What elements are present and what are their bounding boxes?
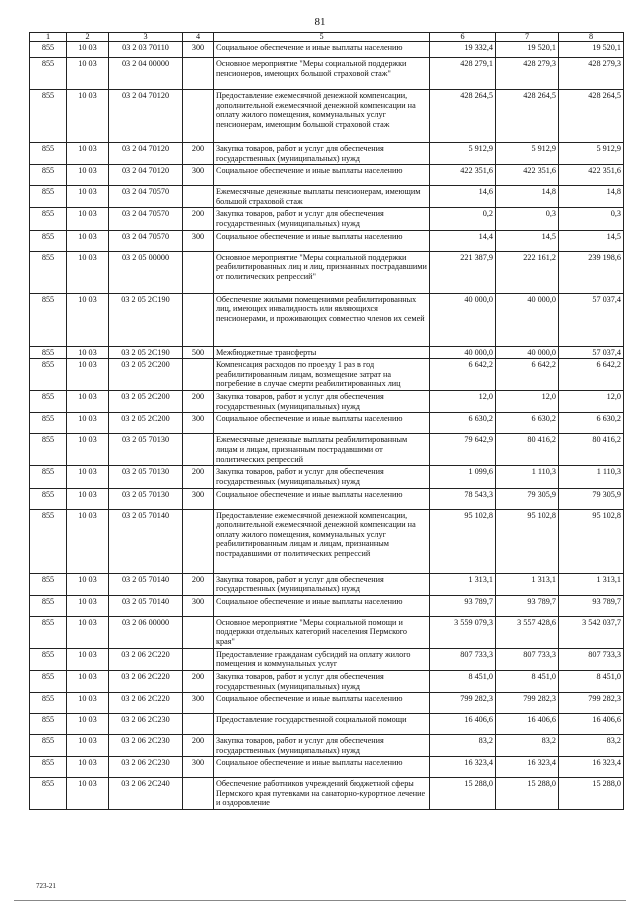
cell-amount-col8: 15 288,0	[559, 778, 624, 810]
cell-item-name: Межбюджетные трансферты	[214, 346, 430, 359]
cell-target-code: 03 2 05 00000	[109, 251, 183, 293]
cell-expense-type	[183, 90, 214, 143]
table-row	[30, 616, 624, 648]
cell-ministry-code: 855	[30, 488, 67, 509]
table-row	[30, 595, 624, 616]
cell-amount-col8: 6 642,2	[559, 359, 624, 391]
cell-expense-type	[183, 186, 214, 208]
cell-item-name: Закупка товаров, работ и услуг для обеспечения государственных (муниципальных) нужд	[214, 670, 430, 692]
cell-target-code: 03 2 04 70120	[109, 143, 183, 165]
cell-amount-col7: 95 102,8	[496, 509, 559, 573]
table-row	[30, 509, 624, 573]
cell-item-name: Основное мероприятие "Меры социальной помощи и поддержки отдельных категорий населения Пермского края"	[214, 616, 430, 648]
cell-item-name: Социальное обеспечение и иные выплаты населению	[214, 413, 430, 434]
cell-item-name: Ежемесячные денежные выплаты реабилитированным лицам и лицам, признанным пострадавшими от политических репрессий	[214, 434, 430, 466]
cell-ministry-code: 855	[30, 293, 67, 346]
cell-section-code: 10 03	[67, 58, 109, 90]
cell-expense-type: 300	[183, 693, 214, 714]
column-header: 5	[214, 33, 430, 42]
cell-amount-col7: 428 264,5	[496, 90, 559, 143]
cell-amount-col7: 222 161,2	[496, 251, 559, 293]
cell-item-name: Закупка товаров, работ и услуг для обеспечения государственных (муниципальных) нужд	[214, 735, 430, 757]
table-row	[30, 208, 624, 230]
cell-ministry-code: 855	[30, 90, 67, 143]
cell-ministry-code: 855	[30, 648, 67, 670]
cell-amount-col7: 8 451,0	[496, 670, 559, 692]
cell-amount-col8: 79 305,9	[559, 488, 624, 509]
table-row	[30, 391, 624, 413]
cell-ministry-code: 855	[30, 208, 67, 230]
cell-item-name: Закупка товаров, работ и услуг для обеспечения государственных (муниципальных) нужд	[214, 466, 430, 488]
cell-section-code: 10 03	[67, 208, 109, 230]
cell-item-name: Обеспечение работников учреждений бюджетной сферы Пермского края путевками на санаторно-курортное лечение и оздоровление	[214, 778, 430, 810]
cell-item-name: Основное мероприятие "Меры социальной поддержки пенсионеров, имеющих большой страховой стаж"	[214, 58, 430, 90]
cell-item-name: Предоставление гражданам субсидий на оплату жилого помещения и коммунальных услуг	[214, 648, 430, 670]
cell-amount-col8: 0,3	[559, 208, 624, 230]
cell-amount-col7: 14,5	[496, 230, 559, 251]
cell-section-code: 10 03	[67, 90, 109, 143]
table-row	[30, 359, 624, 391]
cell-amount-col7: 12,0	[496, 391, 559, 413]
cell-target-code: 03 2 05 2С190	[109, 293, 183, 346]
cell-section-code: 10 03	[67, 391, 109, 413]
cell-amount-col6: 5 912,9	[430, 143, 496, 165]
cell-amount-col8: 807 733,3	[559, 648, 624, 670]
cell-section-code: 10 03	[67, 165, 109, 186]
cell-amount-col6: 40 000,0	[430, 293, 496, 346]
table-row	[30, 735, 624, 757]
cell-amount-col6: 14,4	[430, 230, 496, 251]
cell-section-code: 10 03	[67, 434, 109, 466]
cell-amount-col8: 8 451,0	[559, 670, 624, 692]
cell-amount-col7: 807 733,3	[496, 648, 559, 670]
cell-target-code: 03 2 05 70130	[109, 434, 183, 466]
cell-amount-col7: 40 000,0	[496, 293, 559, 346]
cell-amount-col8: 57 037,4	[559, 346, 624, 359]
cell-ministry-code: 855	[30, 186, 67, 208]
cell-amount-col7: 19 520,1	[496, 42, 559, 58]
cell-amount-col8: 6 630,2	[559, 413, 624, 434]
cell-item-name: Социальное обеспечение и иные выплаты населению	[214, 693, 430, 714]
cell-amount-col7: 15 288,0	[496, 778, 559, 810]
cell-expense-type: 200	[183, 391, 214, 413]
cell-amount-col7: 93 789,7	[496, 595, 559, 616]
cell-item-name: Закупка товаров, работ и услуг для обеспечения государственных (муниципальных) нужд	[214, 573, 430, 595]
cell-target-code: 03 2 04 70120	[109, 90, 183, 143]
cell-item-name: Закупка товаров, работ и услуг для обеспечения государственных (муниципальных) нужд	[214, 143, 430, 165]
cell-ministry-code: 855	[30, 714, 67, 735]
cell-target-code: 03 2 05 2С200	[109, 413, 183, 434]
cell-amount-col7: 80 416,2	[496, 434, 559, 466]
cell-target-code: 03 2 04 00000	[109, 58, 183, 90]
cell-target-code: 03 2 05 70140	[109, 595, 183, 616]
page-number: 81	[314, 16, 326, 28]
cell-item-name: Социальное обеспечение и иные выплаты населению	[214, 757, 430, 778]
cell-target-code: 03 2 06 2С230	[109, 735, 183, 757]
cell-item-name: Обеспечение жилыми помещениями реабилитированных лиц, имеющих инвалидность или являющихся пенсионерами, и проживающих совместно членов их семей	[214, 293, 430, 346]
cell-amount-col7: 422 351,6	[496, 165, 559, 186]
cell-ministry-code: 855	[30, 778, 67, 810]
cell-amount-col6: 16 406,6	[430, 714, 496, 735]
cell-target-code: 03 2 06 2С230	[109, 757, 183, 778]
column-header: 4	[183, 33, 214, 42]
cell-expense-type	[183, 434, 214, 466]
cell-section-code: 10 03	[67, 670, 109, 692]
cell-ministry-code: 855	[30, 466, 67, 488]
cell-expense-type: 300	[183, 413, 214, 434]
cell-target-code: 03 2 05 70140	[109, 573, 183, 595]
cell-amount-col8: 80 416,2	[559, 434, 624, 466]
cell-expense-type	[183, 251, 214, 293]
table-row	[30, 573, 624, 595]
page-bottom-rule	[14, 900, 626, 901]
cell-amount-col7: 79 305,9	[496, 488, 559, 509]
cell-amount-col6: 16 323,4	[430, 757, 496, 778]
cell-section-code: 10 03	[67, 251, 109, 293]
cell-target-code: 03 2 06 00000	[109, 616, 183, 648]
cell-amount-col8: 14,5	[559, 230, 624, 251]
cell-amount-col8: 3 542 037,7	[559, 616, 624, 648]
cell-target-code: 03 2 06 2С240	[109, 778, 183, 810]
cell-ministry-code: 855	[30, 616, 67, 648]
cell-amount-col6: 428 279,1	[430, 58, 496, 90]
table-row	[30, 346, 624, 359]
cell-target-code: 03 2 05 70130	[109, 466, 183, 488]
cell-target-code: 03 2 04 70570	[109, 208, 183, 230]
cell-amount-col8: 95 102,8	[559, 509, 624, 573]
cell-expense-type: 300	[183, 230, 214, 251]
cell-item-name: Основное мероприятие "Меры социальной поддержки реабилитированных лиц и лиц, признанных пострадавшими от политических репрессий"	[214, 251, 430, 293]
cell-expense-type	[183, 293, 214, 346]
cell-section-code: 10 03	[67, 735, 109, 757]
cell-expense-type: 200	[183, 573, 214, 595]
column-header: 3	[109, 33, 183, 42]
cell-expense-type: 200	[183, 143, 214, 165]
cell-target-code: 03 2 06 2С220	[109, 648, 183, 670]
cell-target-code: 03 2 04 70570	[109, 230, 183, 251]
cell-expense-type	[183, 509, 214, 573]
cell-ministry-code: 855	[30, 346, 67, 359]
cell-amount-col6: 15 288,0	[430, 778, 496, 810]
cell-section-code: 10 03	[67, 714, 109, 735]
table-row	[30, 251, 624, 293]
cell-expense-type: 200	[183, 735, 214, 757]
table-row	[30, 693, 624, 714]
cell-section-code: 10 03	[67, 230, 109, 251]
cell-amount-col8: 19 520,1	[559, 42, 624, 58]
cell-amount-col7: 16 323,4	[496, 757, 559, 778]
table-header-row	[30, 33, 624, 42]
cell-amount-col7: 83,2	[496, 735, 559, 757]
footer-code: 723-21	[36, 882, 56, 890]
cell-ministry-code: 855	[30, 434, 67, 466]
cell-ministry-code: 855	[30, 251, 67, 293]
cell-ministry-code: 855	[30, 359, 67, 391]
cell-section-code: 10 03	[67, 616, 109, 648]
cell-amount-col6: 78 543,3	[430, 488, 496, 509]
table-row	[30, 186, 624, 208]
table-row	[30, 90, 624, 143]
cell-amount-col7: 1 110,3	[496, 466, 559, 488]
cell-amount-col6: 8 451,0	[430, 670, 496, 692]
cell-section-code: 10 03	[67, 346, 109, 359]
cell-amount-col6: 6 642,2	[430, 359, 496, 391]
cell-target-code: 03 2 06 2С220	[109, 693, 183, 714]
cell-ministry-code: 855	[30, 670, 67, 692]
cell-target-code: 03 2 04 70570	[109, 186, 183, 208]
cell-amount-col7: 799 282,3	[496, 693, 559, 714]
cell-ministry-code: 855	[30, 230, 67, 251]
cell-target-code: 03 2 05 2С200	[109, 359, 183, 391]
cell-expense-type: 200	[183, 670, 214, 692]
cell-section-code: 10 03	[67, 186, 109, 208]
table-row	[30, 757, 624, 778]
cell-section-code: 10 03	[67, 293, 109, 346]
cell-target-code: 03 2 03 70110	[109, 42, 183, 58]
cell-amount-col6: 799 282,3	[430, 693, 496, 714]
table-row	[30, 488, 624, 509]
cell-amount-col6: 428 264,5	[430, 90, 496, 143]
cell-target-code: 03 2 06 2С220	[109, 670, 183, 692]
cell-item-name: Социальное обеспечение и иные выплаты населению	[214, 230, 430, 251]
cell-expense-type: 300	[183, 757, 214, 778]
cell-item-name: Ежемесячные денежные выплаты пенсионерам, имеющим большой страховой стаж	[214, 186, 430, 208]
cell-amount-col6: 40 000,0	[430, 346, 496, 359]
table-row	[30, 42, 624, 58]
cell-amount-col7: 6 642,2	[496, 359, 559, 391]
table-row	[30, 466, 624, 488]
cell-item-name: Закупка товаров, работ и услуг для обеспечения государственных (муниципальных) нужд	[214, 391, 430, 413]
cell-amount-col7: 3 557 428,6	[496, 616, 559, 648]
cell-amount-col8: 422 351,6	[559, 165, 624, 186]
cell-target-code: 03 2 05 70130	[109, 488, 183, 509]
cell-expense-type: 500	[183, 346, 214, 359]
cell-ministry-code: 855	[30, 693, 67, 714]
column-header: 7	[496, 33, 559, 42]
cell-amount-col6: 79 642,9	[430, 434, 496, 466]
cell-amount-col6: 6 630,2	[430, 413, 496, 434]
cell-target-code: 03 2 05 2С200	[109, 391, 183, 413]
cell-expense-type	[183, 648, 214, 670]
cell-section-code: 10 03	[67, 359, 109, 391]
cell-amount-col8: 93 789,7	[559, 595, 624, 616]
cell-amount-col8: 12,0	[559, 391, 624, 413]
cell-amount-col8: 83,2	[559, 735, 624, 757]
column-header: 8	[559, 33, 624, 42]
cell-amount-col8: 5 912,9	[559, 143, 624, 165]
cell-expense-type: 200	[183, 466, 214, 488]
table-row	[30, 670, 624, 692]
cell-expense-type	[183, 359, 214, 391]
table-row	[30, 165, 624, 186]
cell-section-code: 10 03	[67, 648, 109, 670]
cell-expense-type	[183, 778, 214, 810]
cell-amount-col6: 14,6	[430, 186, 496, 208]
cell-expense-type: 300	[183, 595, 214, 616]
cell-target-code: 03 2 04 70120	[109, 165, 183, 186]
cell-amount-col7: 6 630,2	[496, 413, 559, 434]
cell-ministry-code: 855	[30, 413, 67, 434]
cell-section-code: 10 03	[67, 413, 109, 434]
cell-section-code: 10 03	[67, 488, 109, 509]
budget-table	[29, 32, 624, 810]
cell-section-code: 10 03	[67, 509, 109, 573]
cell-amount-col7: 40 000,0	[496, 346, 559, 359]
cell-expense-type	[183, 58, 214, 90]
cell-amount-col8: 1 313,1	[559, 573, 624, 595]
cell-amount-col6: 93 789,7	[430, 595, 496, 616]
cell-item-name: Предоставление ежемесячной денежной компенсации, дополнительной ежемесячной денежной компенсации на оплату жилого помещения, коммунальных услуг пенсионерам, имеющим большой страховой стаж	[214, 90, 430, 143]
cell-section-code: 10 03	[67, 143, 109, 165]
cell-target-code: 03 2 05 70140	[109, 509, 183, 573]
cell-section-code: 10 03	[67, 757, 109, 778]
cell-amount-col7: 1 313,1	[496, 573, 559, 595]
cell-item-name: Предоставление ежемесячной денежной компенсации, дополнительной ежемесячной денежной компенсации на оплату жилого помещения, коммунальных услуг реабилитированным лицам и лицам, признанным пострадавшими от политических репрессий	[214, 509, 430, 573]
cell-section-code: 10 03	[67, 42, 109, 58]
cell-amount-col6: 83,2	[430, 735, 496, 757]
cell-amount-col7: 428 279,3	[496, 58, 559, 90]
cell-ministry-code: 855	[30, 573, 67, 595]
table-row	[30, 143, 624, 165]
cell-section-code: 10 03	[67, 778, 109, 810]
cell-amount-col8: 1 110,3	[559, 466, 624, 488]
cell-amount-col8: 57 037,4	[559, 293, 624, 346]
cell-amount-col7: 14,8	[496, 186, 559, 208]
cell-ministry-code: 855	[30, 735, 67, 757]
cell-expense-type: 300	[183, 42, 214, 58]
cell-expense-type: 300	[183, 165, 214, 186]
cell-ministry-code: 855	[30, 595, 67, 616]
cell-item-name: Социальное обеспечение и иные выплаты населению	[214, 488, 430, 509]
cell-amount-col6: 19 332,4	[430, 42, 496, 58]
cell-amount-col8: 16 406,6	[559, 714, 624, 735]
cell-amount-col6: 1 313,1	[430, 573, 496, 595]
cell-amount-col7: 16 406,6	[496, 714, 559, 735]
column-header: 1	[30, 33, 67, 42]
cell-target-code: 03 2 06 2С230	[109, 714, 183, 735]
cell-amount-col8: 428 279,3	[559, 58, 624, 90]
cell-amount-col7: 5 912,9	[496, 143, 559, 165]
cell-item-name: Социальное обеспечение и иные выплаты населению	[214, 42, 430, 58]
cell-item-name: Предоставление государственной социальной помощи	[214, 714, 430, 735]
cell-target-code: 03 2 05 2С190	[109, 346, 183, 359]
cell-expense-type	[183, 616, 214, 648]
cell-ministry-code: 855	[30, 391, 67, 413]
table-row	[30, 230, 624, 251]
cell-amount-col6: 1 099,6	[430, 466, 496, 488]
cell-item-name: Закупка товаров, работ и услуг для обеспечения государственных (муниципальных) нужд	[214, 208, 430, 230]
cell-amount-col8: 239 198,6	[559, 251, 624, 293]
column-header: 6	[430, 33, 496, 42]
cell-amount-col6: 221 387,9	[430, 251, 496, 293]
cell-amount-col8: 16 323,4	[559, 757, 624, 778]
table-row	[30, 434, 624, 466]
cell-item-name: Компенсация расходов по проезду 1 раз в год реабилитированным лицам, возмещение затрат на погребение в случае смерти реабилитированных лиц	[214, 359, 430, 391]
table-row	[30, 293, 624, 346]
cell-ministry-code: 855	[30, 165, 67, 186]
cell-amount-col8: 14,8	[559, 186, 624, 208]
cell-amount-col6: 807 733,3	[430, 648, 496, 670]
cell-amount-col7: 0,3	[496, 208, 559, 230]
cell-expense-type	[183, 714, 214, 735]
table-row	[30, 778, 624, 810]
cell-section-code: 10 03	[67, 595, 109, 616]
table-row	[30, 58, 624, 90]
cell-expense-type: 200	[183, 208, 214, 230]
cell-amount-col8: 799 282,3	[559, 693, 624, 714]
cell-ministry-code: 855	[30, 42, 67, 58]
column-header: 2	[67, 33, 109, 42]
cell-section-code: 10 03	[67, 466, 109, 488]
cell-amount-col6: 95 102,8	[430, 509, 496, 573]
cell-ministry-code: 855	[30, 509, 67, 573]
cell-amount-col6: 0,2	[430, 208, 496, 230]
cell-amount-col6: 3 559 079,3	[430, 616, 496, 648]
cell-section-code: 10 03	[67, 573, 109, 595]
table-row	[30, 714, 624, 735]
table-row	[30, 413, 624, 434]
cell-amount-col8: 428 264,5	[559, 90, 624, 143]
cell-ministry-code: 855	[30, 58, 67, 90]
cell-item-name: Социальное обеспечение и иные выплаты населению	[214, 165, 430, 186]
cell-section-code: 10 03	[67, 693, 109, 714]
table-row	[30, 648, 624, 670]
cell-amount-col6: 422 351,6	[430, 165, 496, 186]
cell-ministry-code: 855	[30, 757, 67, 778]
cell-ministry-code: 855	[30, 143, 67, 165]
cell-amount-col6: 12,0	[430, 391, 496, 413]
cell-expense-type: 300	[183, 488, 214, 509]
cell-item-name: Социальное обеспечение и иные выплаты населению	[214, 595, 430, 616]
